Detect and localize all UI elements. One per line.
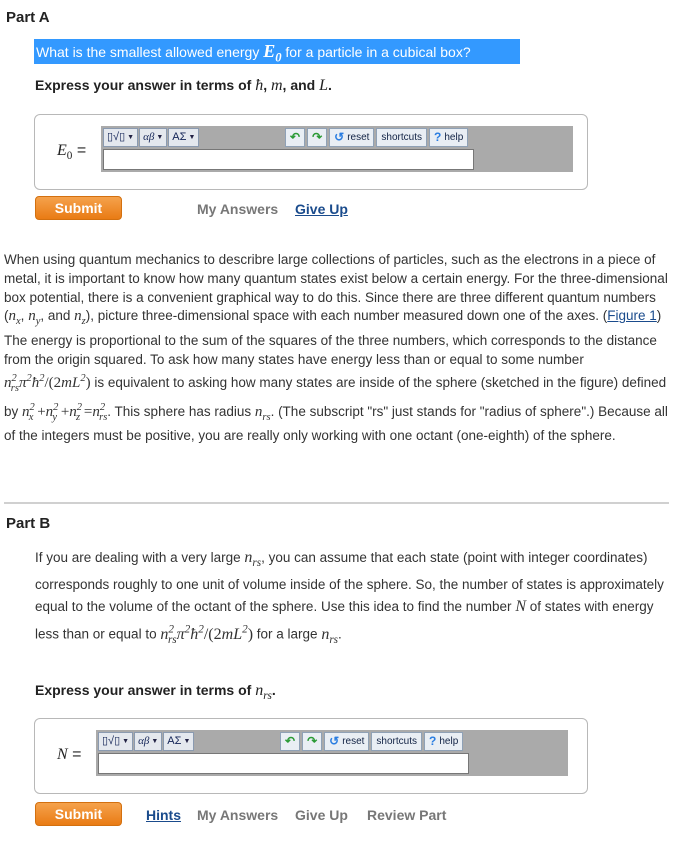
editor-toolbar-left <box>103 128 199 147</box>
part-a-answer-box <box>34 114 588 190</box>
greek-menu-button[interactable] <box>139 128 167 147</box>
part-b-answer-box <box>34 718 588 794</box>
shortcuts-label: shortcuts <box>381 132 422 143</box>
answer-var: N <box>57 746 68 763</box>
energy-sub: 0 <box>275 50 282 64</box>
instruction-prefix: Express your answer in terms of <box>35 77 256 93</box>
part-a-title: Part A <box>6 9 50 26</box>
help-label: help <box>439 736 459 747</box>
redo-icon: ↷ <box>307 734 318 748</box>
undo-icon: ↶ <box>285 734 296 748</box>
figure-1-link[interactable]: Figure 1 <box>607 308 657 324</box>
ny-symbol: $n_y$ <box>28 308 41 328</box>
symbols-label: ΑΣ <box>172 131 187 143</box>
explanation-paragraph <box>4 251 674 446</box>
energy-var: E <box>263 41 276 61</box>
reset-icon: ↺ <box>329 734 340 748</box>
redo-icon: ↷ <box>312 130 323 144</box>
undo-button[interactable] <box>285 128 305 147</box>
text: . This sphere has radius <box>107 403 255 419</box>
answer-var: E <box>57 142 67 159</box>
part-b-hints-link[interactable]: Hints <box>146 807 181 823</box>
hbar-symbol: ħ <box>255 77 264 94</box>
instruction-prefix: Express your answer in terms of <box>35 682 256 698</box>
nrs-symbol: $n_{rs}$ <box>244 549 262 570</box>
text: When using quantum mechanics to describre large collections of particles, such as the electrons in a piece of metal, it is important to know how many quantum states exist below a certain energy. For the three-dimensional box potential, there is a convenient graphical way to do this. Since there are three different quantum numbers ( <box>4 252 668 324</box>
energy-expression: $n^2_{rs}\pi^2ħ^2/(2mL^2)$ <box>160 623 254 646</box>
text: , you can assume that each state (point with integer coordinates) corresponds roughly to one unit of volume inside of the sphere. So, the number of states is approximately equal to the volume of the octant of the sphere. Use this idea to find the number <box>35 550 664 615</box>
chevron-down-icon: ▼ <box>151 738 159 745</box>
nz-symbol: $n_z$ <box>74 308 86 328</box>
undo-button[interactable] <box>280 732 300 751</box>
part-b-title: Part B <box>6 515 51 532</box>
reset-button[interactable] <box>329 128 374 147</box>
chevron-down-icon: ▼ <box>183 738 191 745</box>
math-editor <box>96 730 568 776</box>
text: ) The energy is proportional to the sum of the squares of the three numbers, which corresponds to the distance from the origin squared. To ask how many states have energy less than or equal to some number <box>4 308 662 367</box>
part-b-my-answers-link[interactable]: My Answers <box>197 807 279 823</box>
part-b-review-part-link[interactable]: Review Part <box>367 807 447 823</box>
sep: , <box>263 77 271 93</box>
chevron-down-icon: ▼ <box>156 134 164 141</box>
answer-label <box>57 746 81 764</box>
shortcuts-label: shortcuts <box>376 736 417 747</box>
greek-label: αβ <box>143 131 155 143</box>
nrs-symbol: $n_{rs}$ <box>321 625 339 646</box>
part-a-give-up-link[interactable]: Give Up <box>295 201 348 217</box>
l-symbol: L <box>319 77 329 94</box>
text: for a large <box>253 626 322 642</box>
text: If you are dealing with a very large <box>35 550 245 565</box>
text: of states with energy less than or equal to <box>35 599 654 642</box>
chevron-down-icon: ▼ <box>122 738 130 745</box>
sep: , and <box>282 77 320 93</box>
text: ), picture three-dimensional space with each number measured down one of the axes. ( <box>85 308 608 324</box>
templates-label: ▯√▯ <box>102 735 121 747</box>
answer-label <box>57 142 86 162</box>
redo-button[interactable] <box>302 732 322 751</box>
symbols-menu-button[interactable] <box>163 732 194 751</box>
chevron-down-icon: ▼ <box>127 134 135 141</box>
shortcuts-button[interactable] <box>376 128 427 147</box>
answer-input[interactable] <box>98 753 469 774</box>
help-icon: ? <box>429 734 437 748</box>
shortcuts-button[interactable] <box>371 732 422 751</box>
editor-toolbar-right <box>280 732 463 751</box>
nrs-symbol: $n_{rs}$ <box>254 403 271 423</box>
text: . (The subscript "rs" just stands for "radius of sphere".) Because all of the integers must be positive, you are really only working with one octant (one-eighth) of the sphere. <box>4 403 668 444</box>
templates-menu-button[interactable] <box>103 128 138 147</box>
question-suffix: for a particle in a cubical box? <box>281 44 471 60</box>
help-button[interactable] <box>424 732 463 751</box>
help-label: help <box>444 132 464 143</box>
chevron-down-icon: ▼ <box>188 134 196 141</box>
text: is equivalent to asking how many states are inside of the sphere (sketched in the figure) defined by <box>4 374 667 419</box>
section-divider <box>4 502 669 504</box>
editor-toolbar-right <box>285 128 468 147</box>
templates-label: ▯√▯ <box>107 131 126 143</box>
question-prefix: What is the smallest allowed energy <box>36 44 264 60</box>
part-b-give-up-link[interactable]: Give Up <box>295 807 348 823</box>
undo-icon: ↶ <box>290 130 301 144</box>
part-a-instruction <box>35 77 332 95</box>
part-a-submit-button[interactable]: Submit <box>35 196 122 220</box>
redo-button[interactable] <box>307 128 327 147</box>
sphere-equation: $n^2_x +n^2_y +n^2_z =n^2_{rs}$ <box>22 401 108 423</box>
text: , <box>20 308 29 324</box>
text: , and <box>40 308 75 324</box>
editor-toolbar-left <box>98 732 194 751</box>
text: . <box>338 626 342 642</box>
period: . <box>271 682 276 698</box>
period: . <box>328 77 332 93</box>
part-a-question <box>34 39 520 64</box>
symbols-label: ΑΣ <box>167 735 182 747</box>
part-b-instruction <box>35 682 276 702</box>
energy-expression: $n^2_{rs}\pi^2ħ^2/(2mL^2)$ <box>4 372 91 394</box>
answer-input[interactable] <box>103 149 474 170</box>
n-symbol: N <box>515 598 526 616</box>
energy-symbol <box>263 41 282 64</box>
greek-label: αβ <box>138 735 150 747</box>
templates-menu-button[interactable] <box>98 732 133 751</box>
reset-button[interactable] <box>324 732 369 751</box>
help-icon: ? <box>434 130 442 144</box>
math-editor <box>101 126 573 172</box>
help-button[interactable] <box>429 128 468 147</box>
nx-symbol: $n_x$ <box>8 308 21 328</box>
reset-label: reset <box>342 736 365 747</box>
part-b-submit-button[interactable]: Submit <box>35 802 122 826</box>
part-b-question <box>35 547 665 651</box>
equals: = <box>72 142 87 159</box>
symbols-menu-button[interactable] <box>168 128 199 147</box>
greek-menu-button[interactable] <box>134 732 162 751</box>
part-a-my-answers-link[interactable]: My Answers <box>197 201 279 217</box>
answer-sub: 0 <box>66 150 73 163</box>
equals: = <box>67 746 82 763</box>
nrs-symbol: $n_{rs}$ <box>255 682 272 703</box>
reset-label: reset <box>347 132 370 143</box>
m-symbol: m <box>270 77 283 94</box>
reset-icon: ↺ <box>334 130 345 144</box>
